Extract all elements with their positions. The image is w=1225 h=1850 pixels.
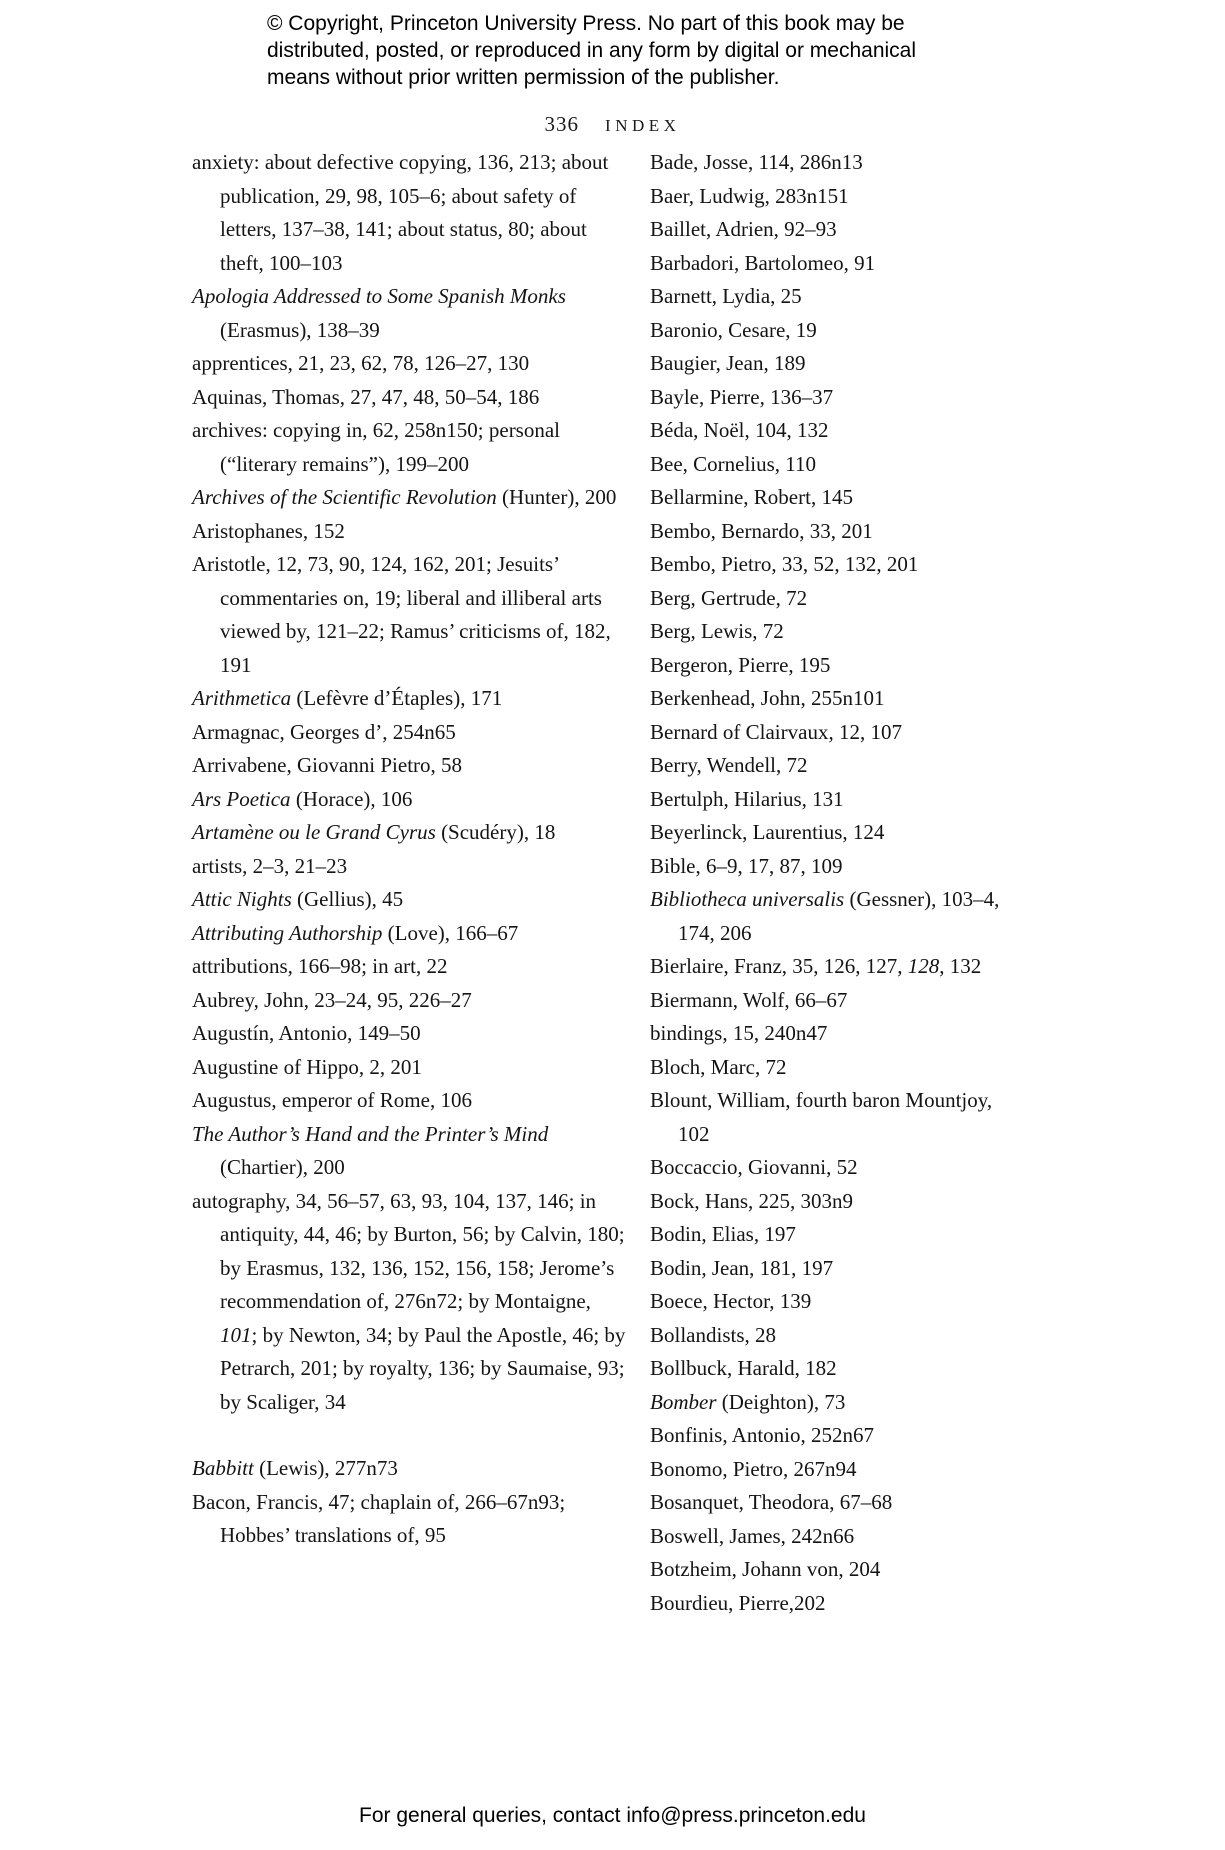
index-entry: [192, 749, 632, 783]
index-entry-text-segment: Aubrey, John, 23–24, 95, 226–27: [192, 987, 472, 1012]
index-entry-text-segment: Bodin, Jean, 181, 197: [650, 1255, 834, 1280]
index-entry: [192, 783, 632, 817]
footer-contact-line: For general queries, contact info@press.princeton.edu: [359, 1804, 866, 1827]
index-entry: [650, 1386, 1028, 1420]
index-entry-title-segment: The Author’s Hand and the Printer’s Mind: [192, 1121, 549, 1146]
index-entry-text-segment: (Chartier), 200: [220, 1155, 345, 1179]
index-entry: [192, 850, 632, 884]
index-entry-text-segment: Bourdieu, Pierre,202: [650, 1590, 826, 1615]
index-entry: [650, 213, 1028, 247]
index-entry-text-segment: attributions, 166–98; in art, 22: [192, 954, 448, 978]
index-entry-text-segment: Bodin, Elias, 197: [650, 1222, 796, 1246]
index-entry-text-segment: (Lefèvre d’Étaples), 171: [291, 686, 503, 710]
index-entry-text-segment: Bosanquet, Theodora, 67–68: [650, 1490, 893, 1514]
index-entry-title-segment: Bomber: [650, 1389, 717, 1414]
index-entry: [650, 515, 1028, 549]
index-entry-text-segment: Aristophanes, 152: [192, 518, 345, 543]
index-entry-title-segment: Arithmetica: [192, 686, 292, 710]
index-entry: [192, 1017, 632, 1051]
index-entry: [650, 883, 1028, 950]
index-entry: [192, 1452, 632, 1486]
index-entry: [650, 146, 1028, 180]
index-entry-text-segment: (Lewis), 277n73: [253, 1456, 398, 1480]
index-entry-text-segment: Bergeron, Pierre, 195: [650, 652, 831, 677]
index-entry-text-segment: Arrivabene, Giovanni Pietro, 58: [192, 753, 463, 777]
index-entry-text-segment: Bierlaire, Franz, 35, 126, 127,: [650, 954, 908, 978]
index-entry: [650, 1587, 1028, 1621]
index-entry: [650, 347, 1028, 381]
index-entry-text-segment: bindings, 15, 240n47: [650, 1021, 828, 1045]
index-entry-text-segment: Augustus, emperor of Rome, 106: [192, 1088, 472, 1112]
index-entry-title-segment: Bibliotheca universalis: [650, 887, 845, 911]
index-entry-text-segment: Berkenhead, John, 255n101: [650, 686, 885, 710]
index-entry: [650, 749, 1028, 783]
index-entry-text-segment: Bonomo, Pietro, 267n94: [650, 1456, 857, 1481]
copyright-notice: © Copyright, Princeton University Press. No part of this book may be distributed, posted, or reproduced in any form by digital or mechanical means without prior written permission of the publisher.: [267, 12, 917, 89]
index-entry-title-segment: Attic Nights: [192, 887, 292, 911]
index-entry: [192, 883, 632, 917]
index-entry: [650, 1252, 1028, 1286]
index-entry-title-segment: Ars Poetica: [192, 786, 291, 811]
index-entry: [650, 381, 1028, 415]
index-entry-title-segment: Artamène ou le Grand Cyrus: [192, 820, 436, 844]
index-entry: [192, 716, 632, 750]
index-entry-text-segment: Bee, Cornelius, 110: [650, 451, 817, 476]
index-entry-text-segment: Bertulph, Hilarius, 131: [650, 786, 844, 811]
index-entry-text-segment: Bembo, Pietro, 33, 52, 132, 201: [650, 552, 919, 576]
index-entry-text-segment: Berg, Lewis, 72: [650, 619, 784, 643]
index-entry-text-segment: Boccaccio, Giovanni, 52: [650, 1155, 858, 1179]
index-entry: [192, 146, 632, 280]
index-entry: [192, 515, 632, 549]
index-column-left: [192, 146, 632, 1620]
index-entry-text-segment: Armagnac, Georges d’, 254n65: [192, 719, 456, 744]
index-entry-text-segment: Biermann, Wolf, 66–67: [650, 987, 848, 1012]
index-entry: [650, 582, 1028, 616]
index-entry-text-segment: archives: copying in, 62, 258n150; personal (“literary remains”), 199–200: [192, 418, 561, 476]
index-entry: [650, 1319, 1028, 1353]
index-entry: [192, 1118, 632, 1185]
index-entry-text-segment: Baugier, Jean, 189: [650, 351, 806, 375]
index-entry-text-segment: Blount, William, fourth baron Mountjoy, 102: [650, 1088, 993, 1146]
index-entry-text-segment: Bonfinis, Antonio, 252n67: [650, 1423, 875, 1447]
index-entry: [650, 481, 1028, 515]
index-entry-text-segment: Aristotle, 12, 73, 90, 124, 162, 201; Jesuits’ commentaries on, 19; liberal and illiberal arts viewed by, 121–22; Ramus’ criticisms of, 182, 191: [192, 552, 611, 677]
index-entry: [650, 716, 1028, 750]
page-header: [0, 112, 1225, 137]
index-entry-title-segment: 128: [907, 954, 940, 978]
index-entry: [650, 1453, 1028, 1487]
index-entry: [192, 1084, 632, 1118]
index-entry: [192, 347, 632, 381]
index-entry: [650, 414, 1028, 448]
index-entry-text-segment: Berry, Wendell, 72: [650, 753, 808, 777]
index-entry-text-segment: Bellarmine, Robert, 145: [650, 485, 853, 509]
index-entry-text-segment: Boswell, James, 242n66: [650, 1523, 855, 1548]
index-entry-text-segment: Baer, Ludwig, 283n151: [650, 183, 849, 208]
index-entry: [192, 280, 632, 347]
index-entry: [192, 682, 632, 716]
index-entry: [650, 1486, 1028, 1520]
index-entry: [192, 414, 632, 481]
index-entry-text-segment: Beyerlinck, Laurentius, 124: [650, 820, 885, 844]
page-number: 336: [544, 112, 580, 136]
index-entry-text-segment: Augustín, Antonio, 149–50: [192, 1021, 421, 1045]
index-entry-text-segment: Bayle, Pierre, 136–37: [650, 384, 834, 409]
index-entry: [650, 950, 1028, 984]
index-entry-text-segment: Bade, Josse, 114, 286n13: [650, 150, 863, 174]
index-entry: [650, 816, 1028, 850]
index-entry-title-segment: 101: [220, 1322, 252, 1347]
index-entry: [192, 917, 632, 951]
index-entry: [650, 1185, 1028, 1219]
index-column-right: [650, 146, 1028, 1620]
index-entry-title-segment: Archives of the Scientific Revolution: [192, 485, 497, 509]
index-entry-text-segment: Baronio, Cesare, 19: [650, 317, 817, 342]
index-entry-title-segment: Apologia Addressed to Some Spanish Monks: [192, 284, 566, 308]
index-entry-text-segment: , 132: [939, 954, 982, 978]
index-entry: [650, 783, 1028, 817]
section-title: INDEX: [605, 116, 681, 135]
index-entry-text-segment: Botzheim, Johann von, 204: [650, 1557, 881, 1581]
index-entry: [650, 615, 1028, 649]
index-entry: [192, 481, 632, 515]
index-entry-text-segment: (Love), 166–67: [382, 920, 519, 945]
index-entry: [650, 1285, 1028, 1319]
index-entry: [192, 1185, 632, 1420]
index-entry: [650, 314, 1028, 348]
index-entry: [650, 1520, 1028, 1554]
index-entry: [192, 1051, 632, 1085]
index-entry-text-segment: Bible, 6–9, 17, 87, 109: [650, 853, 843, 878]
index-entry: [650, 1352, 1028, 1386]
index-entry-text-segment: (Scudéry), 18: [435, 820, 556, 844]
index-entry-text-segment: (Hunter), 200: [496, 485, 617, 509]
index-entry-text-segment: (Horace), 106: [290, 786, 413, 811]
index-entry-text-segment: Berg, Gertrude, 72: [650, 585, 808, 610]
index-entry-text-segment: Barbadori, Bartolomeo, 91: [650, 250, 876, 275]
index-entry-text-segment: Baillet, Adrien, 92–93: [650, 217, 837, 241]
index-columns: [192, 146, 1028, 1620]
index-entry: [192, 548, 632, 682]
index-entry-text-segment: Bacon, Francis, 47; chaplain of, 266–67n93; Hobbes’ translations of, 95: [192, 1489, 566, 1547]
index-entry: [650, 984, 1028, 1018]
index-entry-text-segment: Bloch, Marc, 72: [650, 1054, 787, 1079]
index-entry: [650, 548, 1028, 582]
index-entry: [192, 950, 632, 984]
index-entry: [650, 247, 1028, 281]
index-entry: [192, 984, 632, 1018]
index-entry: [650, 1017, 1028, 1051]
index-entry: [650, 1051, 1028, 1085]
index-entry: [192, 381, 632, 415]
index-entry-text-segment: anxiety: about defective copying, 136, 213; about publication, 29, 98, 105–6; about safety of letters, 137–38, 141; about status, 80; about theft, 100–103: [192, 150, 609, 275]
index-entry-text-segment: Bernard of Clairvaux, 12, 107: [650, 719, 902, 744]
index-entry-text-segment: Bollbuck, Harald, 182: [650, 1356, 837, 1380]
index-entry: [650, 649, 1028, 683]
index-entry: [192, 816, 632, 850]
index-entry: [650, 682, 1028, 716]
index-entry-text-segment: Bollandists, 28: [650, 1322, 777, 1347]
index-entry: [650, 280, 1028, 314]
index-entry-text-segment: Boece, Hector, 139: [650, 1289, 812, 1313]
index-entry-text-segment: (Deighton), 73: [716, 1389, 846, 1414]
index-entry-text-segment: (Erasmus), 138–39: [220, 317, 380, 342]
index-entry-text-segment: Barnett, Lydia, 25: [650, 284, 802, 308]
index-entry: [650, 1553, 1028, 1587]
index-entry-text-segment: artists, 2–3, 21–23: [192, 853, 348, 878]
index-entry-text-segment: (Gellius), 45: [291, 887, 404, 911]
index-entry: [650, 448, 1028, 482]
index-entry: [192, 1486, 632, 1553]
index-entry-text-segment: ; by Newton, 34; by Paul the Apostle, 46; by Petrarch, 201; by royalty, 136; by Saumaise, 93; by Scaliger, 34: [220, 1322, 626, 1414]
index-entry: [650, 1419, 1028, 1453]
index-entry-text-segment: autography, 34, 56–57, 63, 93, 104, 137, 146; in antiquity, 44, 46; by Burton, 56; by Calvin, 180; by Erasmus, 132, 136, 152, 156, 158; Jerome’s recommendation of, 276n72; by Montaigne,: [192, 1188, 625, 1313]
index-entry-title-segment: Attributing Authorship: [192, 920, 383, 945]
index-entry: [650, 1218, 1028, 1252]
index-entry-text-segment: (Gessner), 103–4, 174, 206: [678, 887, 1000, 945]
index-entry-text-segment: Bock, Hans, 225, 303n9: [650, 1188, 853, 1213]
index-entry-text-segment: Béda, Noël, 104, 132: [650, 418, 829, 442]
index-entry-text-segment: Augustine of Hippo, 2, 201: [192, 1054, 422, 1079]
index-entry: [650, 1151, 1028, 1185]
index-entry: [650, 850, 1028, 884]
index-entry-text-segment: Bembo, Bernardo, 33, 201: [650, 518, 873, 543]
index-entry-title-segment: Babbitt: [192, 1456, 254, 1480]
index-entry-text-segment: apprentices, 21, 23, 62, 78, 126–27, 130: [192, 351, 530, 375]
index-entry: [650, 1084, 1028, 1151]
index-entry: [650, 180, 1028, 214]
index-entry-text-segment: Aquinas, Thomas, 27, 47, 48, 50–54, 186: [192, 384, 540, 409]
